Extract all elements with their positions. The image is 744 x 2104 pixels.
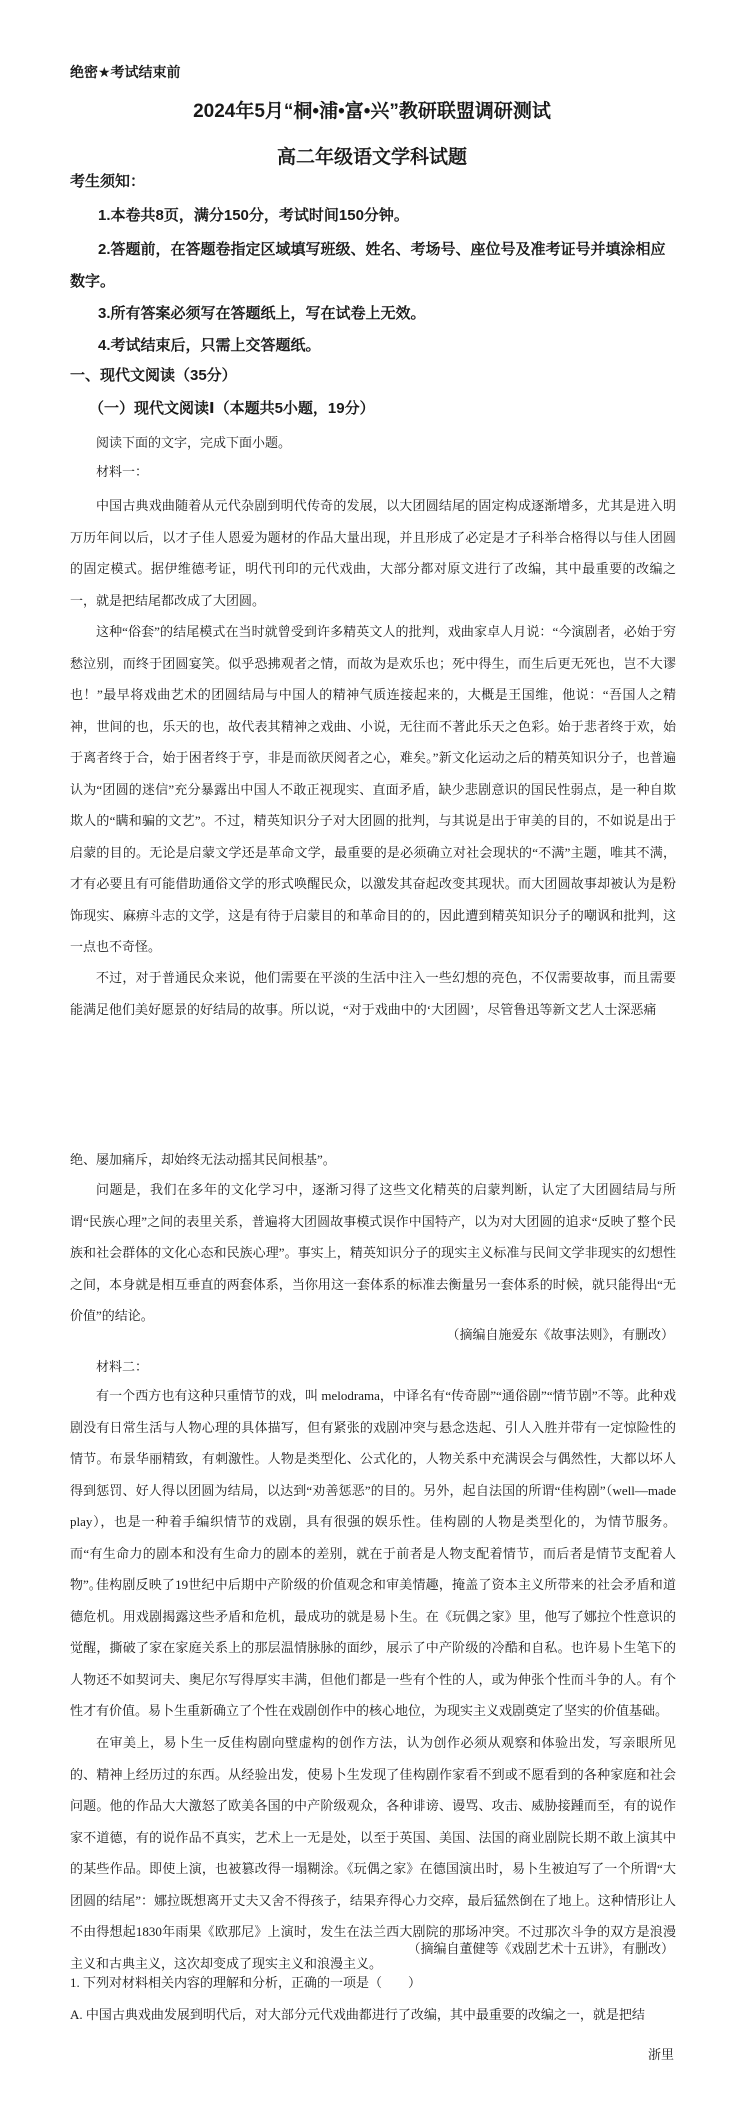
material2-source: （摘编自董健等《戏剧艺术十五讲》，有删改） bbox=[407, 1941, 674, 1956]
material1-paragraph: 中国古典戏曲随着从元代杂剧到明代传奇的发展，以大团圆结尾的固定构成逐渐增多，尤其是进入明万历年间以后，以才子佳人恩爱为题材的作品大量出现，并且形成了必定是才子科举合格得以与佳人团圆的固定模式。据伊维德考证，明代刊印的元代戏曲，大部分都对原文进行了改编，其中最重要的改编之一，就是把结尾都改成了大团圆。 bbox=[70, 498, 676, 608]
question-option-a: A. 中国古典戏曲发展到明代后，对大部分元代戏曲都进行了改编，其中最重要的改编之一，就是把结 bbox=[70, 2007, 645, 2022]
material1-paragraph: 这种“俗套”的结尾模式在当时就曾受到许多精英文人的批判，戏曲家卓人月说：“今演剧者，必始于穷愁泣别，而终于团圆宴笑。似乎恐拂观者之情，而故为是欢乐也；死中得生，而生后更无死也，岂不大谬也！”最早将戏曲艺术的团圆结局与中国人的精神气质连接起来的，大概是王国维，他说：“吾国人之精神，世间的也，乐天的也，故代表其精神之戏曲、小说，无往而不著此乐天之色彩。始于悲者终于欢，始于离者终于合，始于困者终于亨，非是而欲厌阅者之心，难矣。”新文化运动之后的精英知识分子，也普遍认为“团圆的迷信”充分暴露出中国人不敢正视现实、直面矛盾，缺少悲剧意识的国民性弱点，是一种自欺欺人的“瞒和骗的文艺”。不过，精英知识分子对大团圆的批判，与其说是出于审美的目的，不如说是出于启蒙的目的。无论是启蒙文学还是革命文学，最重要的是必须确立对社会现状的“不满”主题，唯其不满，才有必要且有可能借助通俗文学的形式唤醒民众，以激发其奋起改变其现状。而大团圆故事却被认为是粉饰现实、麻痹斗志的文学，这是有待于启蒙目的和革命目的的，因此遭到精英知识分子的嘲讽和批判，这一点也不奇怪。 bbox=[70, 624, 676, 954]
instruction-item: 2.答题前，在答题卷指定区域填写班级、姓名、考场号、座位号及准考证号并填涂相应 bbox=[98, 241, 666, 258]
material2-paragraph: 有一个西方也有这种只重情节的戏，叫 melodrama，中译名有“传奇剧”“通俗剧”“情节剧”不等。此种戏剧没有日常生活与人物心理的具体描写，但有紧张的戏剧冲突与悬念迭起、引人入胜并带有一定惊险性的情节。布景华丽精致，有刺激性。人物是类型化、公式化的，人物关系中充满误会与偶然性，大都以坏人得到惩罚、好人得以团圆为结局，以达到“劝善惩恶”的目的。另外，起自法国的所谓“佳构剧”（well—made play），也是一种着手编织情节的戏剧，具有很强的娱乐性。佳构剧的人物是类型化的，为情节服务。而“有生命力的剧本和没有生命力的剧本的差别，就在于前者是人物支配着情节，而后者是情节支配着人物”。 bbox=[70, 1388, 676, 1592]
instruction-item: 数字。 bbox=[70, 273, 116, 290]
section-heading: 一、现代文阅读（35分） bbox=[70, 367, 237, 384]
instruction-item: 1.本卷共8页，满分150分，考试时间150分钟。 bbox=[98, 207, 409, 224]
subject-title: 高二年级语文学科试题 bbox=[276, 147, 467, 168]
material1-source: （摘编自施爱东《故事法则》，有删改） bbox=[446, 1327, 674, 1342]
page-footer: 浙里 bbox=[647, 2047, 674, 2062]
exam-title: 2024年5月“桐•浦•富•兴”教研联盟调研测试 bbox=[193, 101, 551, 122]
instructions-heading: 考生须知： bbox=[70, 173, 146, 190]
reading-prompt: 阅读下面的文字，完成下面小题。 bbox=[96, 435, 292, 450]
material2-label: 材料二： bbox=[96, 1359, 149, 1374]
instruction-item: 4.考试结束后，只需上交答题纸。 bbox=[98, 337, 321, 354]
material1-paragraph: 不过，对于普通民众来说，他们需要在平淡的生活中注入一些幻想的亮色，不仅需要故事，而且需要能满足他们美好愿景的好结局的故事。所以说，“对于戏曲中的‘大团圆’，尽管鲁迅等新文艺人士深恶痛 bbox=[70, 970, 676, 1017]
question-stem: 1. 下列对材料相关内容的理解和分析，正确的一项是（ ） bbox=[70, 1975, 422, 1990]
material1-continuation: 绝、屡加痛斥，却始终无法动摇其民间根基”。 bbox=[70, 1152, 336, 1167]
instruction-item: 3.所有答案必须写在答题纸上，写在试卷上无效。 bbox=[98, 305, 426, 322]
sub-section-heading: （一）现代文阅读Ⅰ（本题共5小题，19分） bbox=[89, 400, 375, 417]
material1-label: 材料一： bbox=[96, 464, 149, 479]
material2-paragraph: 佳构剧反映了19世纪中后期中产阶级的价值观念和审美情趣，掩盖了资本主义所带来的社会矛盾和道德危机。用戏剧揭露这些矛盾和危机，最成功的就是易卜生。在《玩偶之家》里，他写了娜拉个性意识的觉醒，撕破了家在家庭关系上的那层温情脉脉的面纱，展示了中产阶级的冷酷和自私。也许易卜生笔下的人物还不如契诃夫、奥尼尔写得厚实丰满，但他们都是一些有个性的人，或为伸张个性而斗争的人。有个性才有价值。易卜生重新确立了个性在戏剧创作中的核心地位，为现实主义戏剧奠定了坚实的价值基础。 bbox=[70, 1577, 676, 1718]
material2-paragraph: 在审美上，易卜生一反佳构剧向壁虚构的创作方法，认为创作必须从观察和体验出发，写亲眼所见的、精神上经历过的东西。从经验出发，使易卜生发现了佳构剧作家看不到或不愿看到的各种家庭和社会问题。他的作品大大激怒了欧美各国的中产阶级观众，各种诽谤、谩骂、攻击、威胁接踵而至，有的说作家不道德，有的说作品不真实，艺术上一无是处，以至于英国、美国、法国的商业剧院长期不敢上演其中的某些作品。即使上演，也被篡改得一塌糊涂。《玩偶之家》在德国演出时，易卜生被迫写了一个所谓“大团圆的结尾”：娜拉既想离开丈夫又舍不得孩子，结果弃得心力交瘁，最后猛然倒在了地上。这种情形让人不由得想起1830年雨果《欧那尼》上演时，发生在法兰西大剧院的那场冲突。不过那次斗争的双方是浪漫主义和古典主义，这次却变成了现实主义和浪漫主义。 bbox=[70, 1735, 676, 1971]
material1-paragraph: 问题是，我们在多年的文化学习中，逐渐习得了这些文化精英的启蒙判断，认定了大团圆结局与所谓“民族心理”之间的表里关系，普遍将大团圆故事模式误作中国特产，以为对大团圆的追求“反映了整个民族和社会群体的文化心态和民族心理”。事实上，精英知识分子的现实主义标准与民间文学非现实的幻想性之间，本身就是相互垂直的两套体系，当你用这一套体系的标准去衡量另一套体系的时候，就只能得出“无价值”的结论。 bbox=[70, 1182, 676, 1323]
secret-label: 绝密★考试结束前 bbox=[70, 64, 181, 80]
